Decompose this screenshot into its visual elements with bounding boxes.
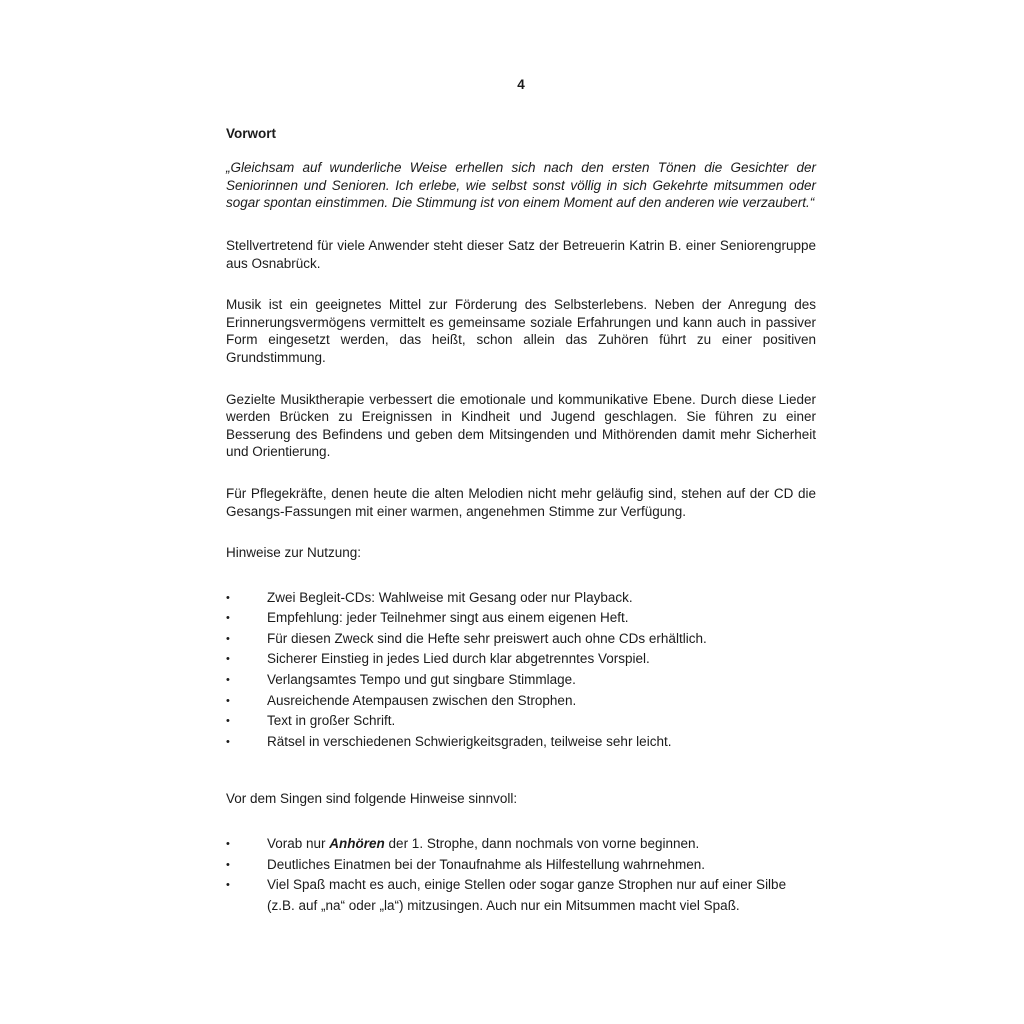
list-item-text: Empfehlung: jeder Teilnehmer singt aus einem eigenen Heft.: [267, 610, 629, 626]
list-item: [226, 670, 816, 691]
list-item: [226, 608, 816, 629]
paragraph-musik: Musik ist ein geeignetes Mittel zur Förderung des Selbsterlebens. Neben der Anregung des Erinnerungsvermögens vermittelt es gemeinsame soziale Erfahrungen und kann auch in passiver Form eingesetzt werden, das heißt, schon allein das Zuhören führt zu einer positiven Grundstimmung.: [226, 297, 816, 365]
list-item-text: Viel Spaß macht es auch, einige Stellen oder sogar ganze Strophen nur auf einer Silbe (z.B. auf „na“ oder „la“) mitzusingen. Auch nur ein Mitsummen macht viel Spaß.: [267, 877, 787, 913]
list-item: [226, 691, 816, 712]
bullet-marker: •: [226, 653, 230, 666]
usage-list: [226, 588, 816, 753]
list-item: [226, 732, 816, 753]
paragraph-pflegekraefte: Für Pflegekräfte, denen heute die alten Melodien nicht mehr geläufig sind, stehen auf der CD die Gesangs-Fassungen mit einer warmen, angenehmen Stimme zur Verfügung.: [226, 485, 816, 519]
bullet-marker: •: [226, 612, 230, 625]
section-heading-vorwort: Vorwort: [226, 125, 276, 141]
paragraph-musiktherapie: Gezielte Musiktherapie verbessert die emotionale und kommunikative Ebene. Durch diese Lieder werden Brücken zu Ereignissen in Kindheit und Jugend geschlagen. Sie führen zu einer Besserung des Befindens und geben dem Mitsingenden und Mithörenden damit mehr Sicherheit und Orientierung.: [226, 391, 816, 460]
paragraph-anwender: Stellvertretend für viele Anwender steht dieser Satz der Betreuerin Katrin B. einer Seniorengruppe aus Osnabrück.: [226, 237, 816, 271]
quote-paragraph: „Gleichsam auf wunderliche Weise erhellen sich nach den ersten Tönen die Gesichter der Seniorinnen und Senioren. Ich erlebe, wie selbst sonst völlig in sich Gekehrte mitsummen oder sogar spontan einstimmen. Die Stimmung ist von einem Moment auf den anderen wie verzaubert.“: [226, 160, 816, 211]
singing-intro: Vor dem Singen sind folgende Hinweise sinnvoll:: [226, 791, 518, 807]
list-item: [226, 588, 816, 609]
bullet-marker: •: [226, 632, 230, 645]
list-item: [226, 649, 816, 670]
list-item: [226, 711, 816, 732]
bullet-marker: •: [226, 715, 230, 728]
list-item-text: Deutliches Einatmen bei der Tonaufnahme als Hilfestellung wahrnehmen.: [267, 856, 706, 872]
list-item: [226, 855, 816, 876]
list-item-text: Vorab nur Anhören der 1. Strophe, dann nochmals von vorne beginnen.: [267, 836, 700, 852]
list-item-text: Text in großer Schrift.: [267, 713, 396, 729]
list-item-text: Für diesen Zweck sind die Hefte sehr preiswert auch ohne CDs erhältlich.: [267, 630, 707, 646]
page-number: 4: [517, 77, 525, 92]
list-item: [226, 629, 816, 650]
list-item: [226, 834, 816, 855]
page-content: [226, 76, 816, 916]
list-item-text: Rätsel in verschiedenen Schwierigkeitsgraden, teilweise sehr leicht.: [267, 733, 672, 749]
bullet-marker: •: [226, 674, 230, 687]
list-item-text: Verlangsamtes Tempo und gut singbare Stimmlage.: [267, 672, 576, 688]
list-item-text: Sicherer Einstieg in jedes Lied durch klar abgetrenntes Vorspiel.: [267, 651, 650, 667]
bullet-marker: •: [226, 858, 230, 871]
usage-intro: Hinweise zur Nutzung:: [226, 545, 362, 561]
bullet-marker: •: [226, 879, 230, 892]
bullet-marker: •: [226, 735, 230, 748]
bullet-marker: •: [226, 838, 230, 851]
bullet-marker: •: [226, 694, 230, 707]
list-item: [226, 875, 816, 916]
list-item-text: Ausreichende Atempausen zwischen den Strophen.: [267, 692, 577, 708]
list-item-text: Zwei Begleit-CDs: Wahlweise mit Gesang oder nur Playback.: [267, 589, 633, 605]
bullet-marker: •: [226, 591, 230, 604]
singing-list: [226, 834, 816, 916]
